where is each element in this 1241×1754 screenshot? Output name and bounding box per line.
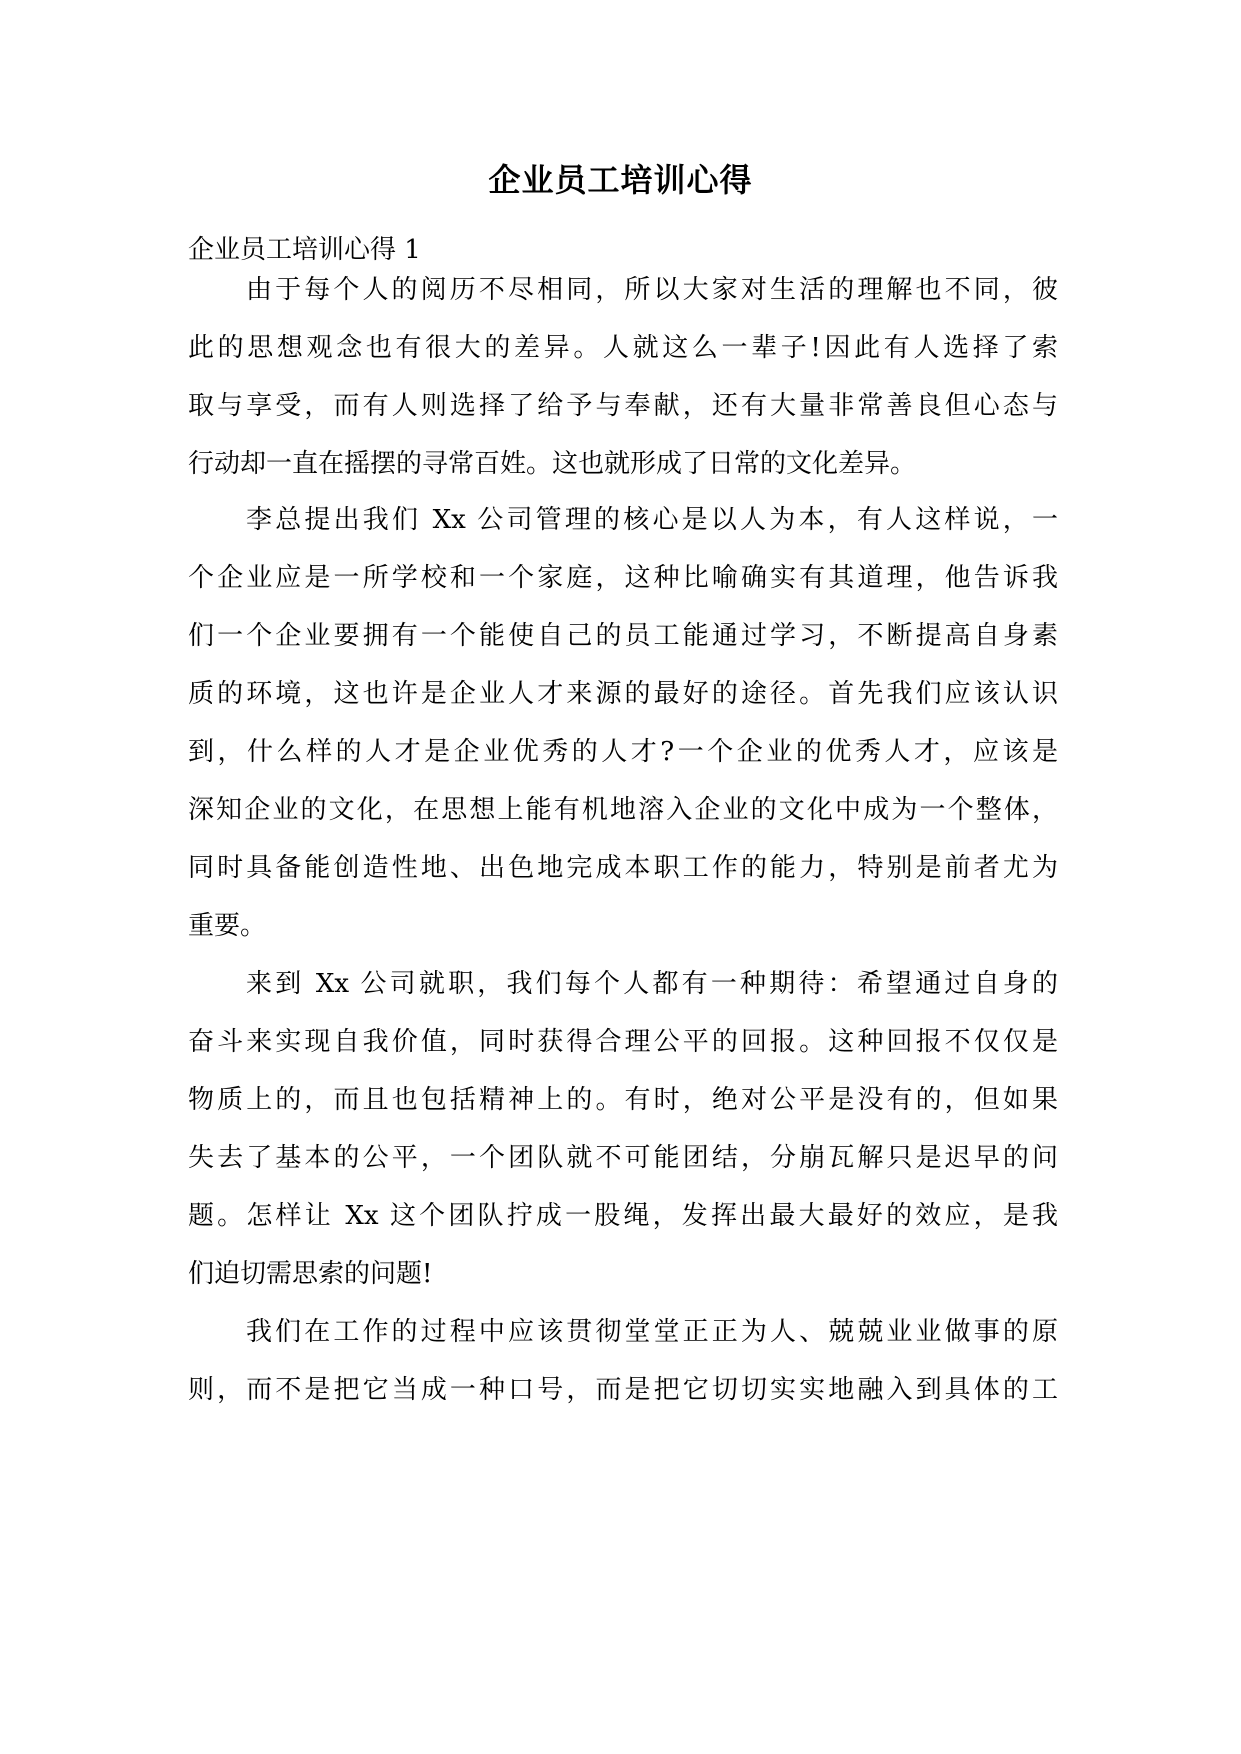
paragraph-line: 深知企业的文化，在思想上能有机地溶入企业的文化中成为一个整体，: [188, 795, 1058, 825]
paragraph-line: 题。怎样让 Xx 这个团队拧成一股绳，发挥出最大最好的效应，是我: [188, 1201, 1058, 1231]
paragraph-line: 失去了基本的公平，一个团队就不可能团结，分崩瓦解只是迟早的问: [188, 1143, 1058, 1173]
paragraph-line: 李总提出我们 Xx 公司管理的核心是以人为本，有人这样说，一: [246, 505, 1058, 535]
paragraph-line: 则，而不是把它当成一种口号，而是把它切切实实地融入到具体的工: [188, 1375, 1058, 1405]
paragraph-line: 取与享受，而有人则选择了给予与奉献，还有大量非常善良但心态与: [188, 391, 1058, 421]
paragraph-line: 来到 Xx 公司就职，我们每个人都有一种期待：希望通过自身的: [246, 969, 1058, 999]
paragraph-line: 奋斗来实现自我价值，同时获得合理公平的回报。这种回报不仅仅是: [188, 1027, 1058, 1057]
paragraph-line: 个企业应是一所学校和一个家庭，这种比喻确实有其道理，他告诉我: [188, 563, 1058, 593]
paragraph-line: 由于每个人的阅历不尽相同，所以大家对生活的理解也不同，彼: [246, 275, 1058, 305]
paragraph-line: 重要。: [188, 911, 267, 941]
paragraph-line: 质的环境，这也许是企业人才来源的最好的途径。首先我们应该认识: [188, 679, 1058, 709]
document-title: 企业员工培训心得: [488, 161, 753, 199]
paragraph-line: 们一个企业要拥有一个能使自己的员工能通过学习，不断提高自身素: [188, 621, 1058, 651]
paragraph-line: 到，什么样的人才是企业优秀的人才?一个企业的优秀人才，应该是: [188, 737, 1058, 767]
paragraph-line: 此的思想观念也有很大的差异。人就这么一辈子!因此有人选择了索: [188, 333, 1058, 363]
document-subtitle: 企业员工培训心得 1: [188, 235, 421, 265]
paragraph-line: 行动却一直在摇摆的寻常百姓。这也就形成了日常的文化差异。: [188, 449, 917, 479]
paragraph-line: 们迫切需思索的问题!: [188, 1259, 433, 1289]
paragraph-line: 物质上的，而且也包括精神上的。有时，绝对公平是没有的，但如果: [188, 1085, 1058, 1115]
paragraph-line: 同时具备能创造性地、出色地完成本职工作的能力，特别是前者尤为: [188, 853, 1058, 883]
paragraph-line: 我们在工作的过程中应该贯彻堂堂正正为人、兢兢业业做事的原: [246, 1317, 1058, 1347]
